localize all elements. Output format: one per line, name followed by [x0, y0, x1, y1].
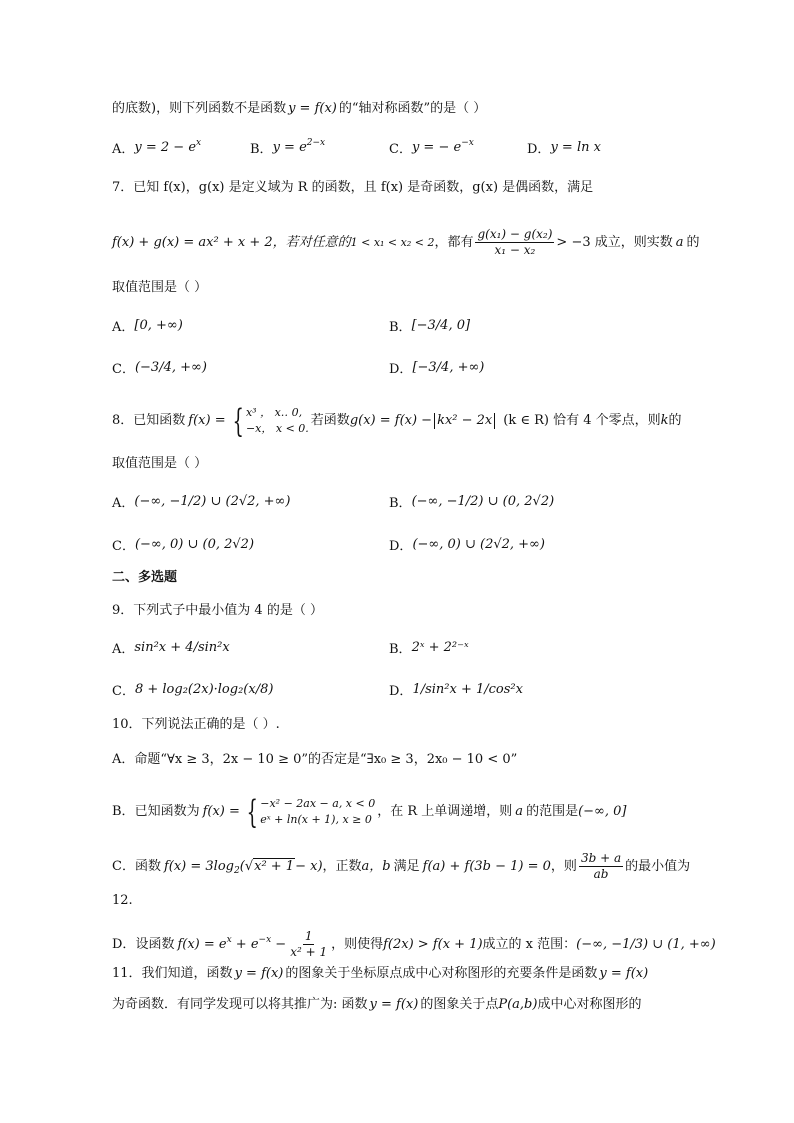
option-text-g: 的最小值为	[625, 858, 691, 874]
option-expr: sin²x + 4/sin²x	[134, 640, 230, 655]
q7-line1: 已知 f(x)，g(x) 是定义域为 R 的函数，且 f(x) 是奇函数，g(x) 是偶函数，满足	[133, 180, 594, 195]
option-label: B．	[389, 496, 412, 511]
q8-text-e: (k ∈ R) 恰有 4 个零点，则	[503, 413, 661, 429]
q8-text-d: kx² − 2x	[437, 413, 493, 429]
option-label: A．	[112, 752, 135, 767]
option-label: C．	[112, 539, 135, 554]
q7-line2-c: ，都有	[434, 234, 474, 250]
option-text-a: 设函数	[135, 936, 175, 952]
q8-text-b: 若函数	[310, 413, 350, 429]
option-label: B．	[250, 142, 273, 157]
option-text-d: 成立的 x 范围：	[482, 936, 577, 952]
option-label: D．	[389, 684, 413, 699]
q11-line2-b: 的图象关于点	[420, 997, 499, 1012]
option-expr: y = ln x	[550, 140, 601, 155]
q9-option-b[interactable]	[389, 638, 469, 657]
q7-stem-line3	[112, 280, 687, 296]
q7-line2-e: a	[675, 234, 684, 250]
q7-fraction	[475, 228, 554, 257]
q7-line2-a: f(x) + g(x) = ax² + x + 2，若对任意的	[112, 234, 351, 250]
option-label: A．	[112, 142, 135, 157]
option-text-c: a，b	[361, 858, 391, 874]
q11-yfx-2: y = f(x)	[599, 966, 649, 981]
option-text-a: 已知函数为	[134, 804, 200, 820]
option-text-c: a	[515, 804, 524, 820]
q10-stem	[112, 717, 687, 733]
option-expr: $y = 2 - e^x$	[134, 138, 202, 155]
q9-stem	[112, 603, 687, 619]
q7-option-a[interactable]	[112, 316, 183, 335]
q7-stem-line1	[112, 180, 687, 196]
q10-option-d[interactable]: D． 设函数 $f(x) = e^x + e^{-x}$ − $\frac{1}{\text{x² + 1}}$ ，则使得 f(2x) > f(x + 1) 成立的 x 范围： (−∞, −1/3) ∪ (1, +∞)	[112, 929, 716, 960]
option-expr: 8 + log₂(2x)·log₂(x/8)	[134, 682, 274, 697]
option-label: A．	[112, 642, 135, 657]
option-label: D．	[389, 539, 413, 554]
option-expr: $y = e^{2-x}$	[272, 138, 326, 155]
option-expr: 1/sin²x + 1/cos²x	[412, 682, 523, 697]
option-text-line2: 12.	[112, 893, 133, 908]
q6-option-a[interactable]	[112, 138, 201, 157]
option-expr: 2ˣ + 2²⁻ˣ	[411, 640, 469, 655]
option-text-e: f(a) + f(3b − 1) = 0	[422, 858, 551, 874]
option-label: C．	[112, 858, 135, 874]
q6-text-a: 的底数)，则下列函数不是函数	[112, 101, 287, 116]
question-number: 11．	[112, 966, 142, 981]
option-text-e: (−∞, −1/3) ∪ (1, +∞)	[576, 936, 716, 952]
q10c-fraction	[579, 852, 623, 881]
case-1: −x² − 2ax − a, x < 0	[260, 797, 376, 811]
option-expr: (−3/4, +∞)	[134, 360, 207, 375]
q11-line2-c: P(a,b)	[498, 997, 538, 1012]
option-label: C．	[112, 684, 135, 699]
option-text: 命题“∀x ≥ 3，2x − 10 ≥ 0”的否定是“∃x₀ ≥ 3，2x₀ − 10 < 0”	[134, 752, 518, 767]
q10-option-a[interactable]	[112, 752, 687, 768]
option-expr: [0, +∞)	[134, 318, 183, 333]
question-number: 8．	[112, 413, 134, 429]
frac-numerator: 3b + a	[579, 852, 623, 867]
q6-stem-tail	[112, 101, 687, 117]
question-number: 10．	[112, 717, 142, 732]
q11-line2-d: 成中心对称图形的	[537, 997, 642, 1012]
q11-yfx-3: y = f(x)	[369, 997, 419, 1012]
q10-text: 下列说法正确的是（ ）.	[141, 717, 280, 732]
question-number: 9．	[112, 603, 134, 618]
q6-yfx: y = f(x)	[288, 101, 337, 116]
q6-option-b[interactable]	[250, 138, 325, 157]
q11-line1-a: 我们知道，函数	[141, 966, 233, 981]
q8-text-f: k	[660, 413, 669, 429]
q11-line2	[112, 997, 687, 1013]
q8-stem-line2	[112, 456, 687, 472]
q7-stem-line2	[112, 227, 700, 258]
q11-yfx-1: y = f(x)	[234, 966, 284, 981]
q6-text-b: 的“轴对称函数”的是（ ）	[338, 101, 487, 116]
option-expr: [−3/4, +∞)	[412, 360, 485, 375]
q6-option-d[interactable]	[527, 138, 601, 157]
option-text-f: ，则	[550, 858, 577, 874]
q8-option-a[interactable]	[112, 492, 290, 511]
option-text-e: (−∞, 0]	[578, 804, 627, 820]
option-text-d: 满足	[393, 858, 420, 874]
q8-text-c: g(x) = f(x) −	[349, 413, 433, 429]
q9-option-a[interactable]	[112, 638, 230, 657]
option-label: B．	[112, 804, 135, 820]
q7-option-d[interactable]	[389, 358, 484, 377]
option-text-b: ，则使得	[331, 936, 384, 952]
option-label: D．	[389, 362, 413, 377]
q11-line2-a: 为奇函数．有同学发现可以将其推广为: 函数	[112, 997, 368, 1012]
option-text-a: 函数	[134, 858, 161, 874]
q10-option-c[interactable]: C． 函数 $f(x) = 3\log_2$( √ x² + 1 − x) ，正数 a，b 满足 f(a) + f(3b − 1) = 0 ，则 $\frac{3b + a}{ab}$ 的最小值为	[112, 851, 691, 882]
option-text-d: 的范围是	[526, 804, 579, 820]
frac-numerator: g(x₁) − g(x₂)	[475, 228, 554, 243]
option-label: A．	[112, 320, 135, 335]
q8-text-g: 的	[668, 413, 682, 429]
q8-piecewise: { x³ ， x‥ 0, −x， x < 0.	[232, 402, 309, 440]
q11-line1-b: 的图象关于坐标原点成中心对称图形的充要条件是函数	[285, 966, 598, 981]
section-title	[112, 570, 687, 586]
section-heading: 二、多选题	[112, 570, 178, 585]
q8-text-a: 已知函数	[133, 413, 186, 429]
option-text-b: ，在 R 上单调递增，则	[377, 804, 513, 820]
question-number: 7．	[112, 180, 134, 195]
option-expr: (−∞, 0) ∪ (2√2, +∞)	[412, 537, 545, 552]
q7-line2-f: 的	[686, 234, 700, 250]
q7-line3: 取值范围是（ ）	[112, 280, 208, 295]
q9-text: 下列式子中最小值为 4 的是（ ）	[133, 603, 323, 618]
option-label: D．	[527, 142, 551, 157]
option-expr: y = − $e^{-x}$	[411, 138, 474, 155]
option-expr: [−3/4, 0]	[411, 318, 471, 333]
frac-denominator: x₁ − x₂	[494, 243, 536, 258]
q7-line2-d: > −3 成立，则实数	[556, 234, 673, 250]
option-label: B．	[389, 320, 412, 335]
option-text-b: ，正数	[322, 858, 362, 874]
q7-option-c[interactable]	[112, 358, 207, 377]
q8-option-b[interactable]	[389, 492, 554, 511]
q8-option-c[interactable]	[112, 535, 254, 554]
q8-line2: 取值范围是（ ）	[112, 456, 208, 471]
q10-option-c-line2	[112, 893, 687, 909]
q8-option-d[interactable]	[389, 535, 545, 554]
q9-option-d[interactable]	[389, 680, 523, 699]
case-2: −x， x < 0.	[245, 422, 309, 435]
q6-option-c[interactable]	[389, 138, 474, 157]
case-2: eˣ + ln(x + 1), x ≥ 0	[260, 813, 372, 826]
option-label: A．	[112, 496, 135, 511]
case-1: x³ ， x‥ 0,	[245, 406, 303, 420]
q10b-piecewise: { −x² − 2ax − a, x < 0 eˣ + ln(x + 1), x ≥ 0	[246, 793, 376, 831]
option-label: B．	[389, 642, 412, 657]
q10-option-b[interactable]: B． 已知函数为 f(x) = { −x² − 2ax − a, x < 0 eˣ + ln(x + 1), x ≥ 0 ，在 R 上单调递增，则 a 的范围是 (−∞, 0]	[112, 793, 627, 831]
q7-line2-b: 1 < x₁ < x₂ < 2	[350, 236, 435, 250]
option-label: D．	[112, 936, 136, 952]
option-expr: (−∞, −1/2) ∪ (2√2, +∞)	[134, 494, 291, 509]
option-label: C．	[112, 362, 135, 377]
q8-stem-line1: 8． 已知函数 f(x) = { x³ ， x‥ 0, −x， x < 0. 若函数 g(x) = f(x) − kx² − 2x (k ∈ R) 恰有 4 个零点，则 k 的	[112, 402, 682, 440]
option-expr: (−∞, −1/2) ∪ (0, 2√2)	[411, 494, 555, 509]
option-label: C．	[389, 142, 412, 157]
q9-option-c[interactable]	[112, 680, 273, 699]
option-text-c: f(2x) > f(x + 1)	[383, 936, 483, 952]
option-expr: (−∞, 0) ∪ (0, 2√2)	[134, 537, 255, 552]
frac-denominator: ab	[593, 867, 609, 882]
q11-line1	[112, 966, 687, 982]
q7-option-b[interactable]	[389, 316, 470, 335]
